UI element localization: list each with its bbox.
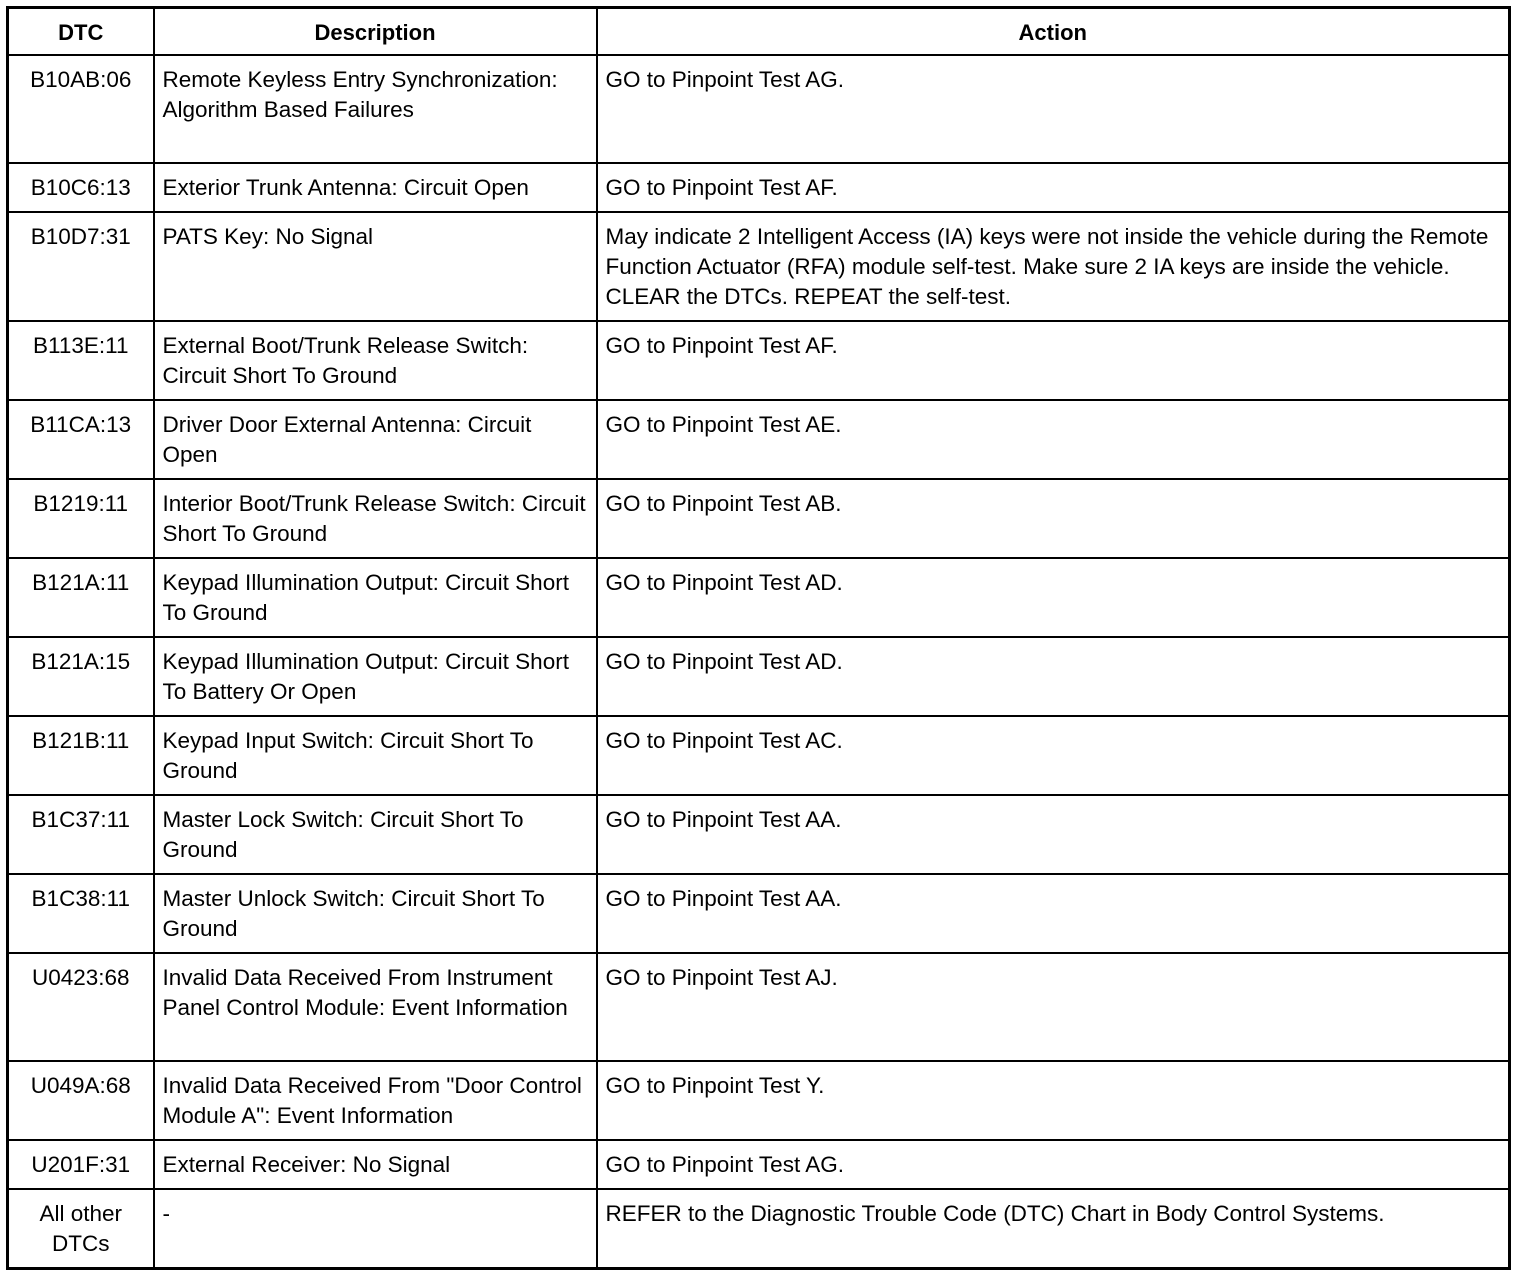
dtc-code: U0423:68 [8, 953, 154, 1061]
dtc-description: Keypad Illumination Output: Circuit Short To Ground [154, 558, 597, 637]
dtc-code: B121A:11 [8, 558, 154, 637]
dtc-action: GO to Pinpoint Test AF. [597, 321, 1510, 400]
table-header-row [8, 8, 1510, 56]
dtc-code: B1C38:11 [8, 874, 154, 953]
table-row [8, 637, 1510, 716]
table-row [8, 1061, 1510, 1140]
dtc-description: Remote Keyless Entry Synchronization: Algorithm Based Failures [154, 55, 597, 163]
dtc-action: GO to Pinpoint Test AB. [597, 479, 1510, 558]
dtc-description: - [154, 1189, 597, 1269]
dtc-code: B1219:11 [8, 479, 154, 558]
table-row [8, 716, 1510, 795]
dtc-code: U049A:68 [8, 1061, 154, 1140]
dtc-description: External Boot/Trunk Release Switch: Circuit Short To Ground [154, 321, 597, 400]
table-row [8, 212, 1510, 321]
dtc-action: GO to Pinpoint Test AD. [597, 637, 1510, 716]
table-row [8, 1189, 1510, 1269]
table-row [8, 479, 1510, 558]
dtc-code: B10C6:13 [8, 163, 154, 212]
dtc-action: May indicate 2 Intelligent Access (IA) keys were not inside the vehicle during the Remote Function Actuator (RFA) module self-test. Make sure 2 IA keys are inside the vehicle. CLEAR the DTCs. REPEAT the self-test. [597, 212, 1510, 321]
dtc-description: PATS Key: No Signal [154, 212, 597, 321]
dtc-action: GO to Pinpoint Test AA. [597, 874, 1510, 953]
dtc-table [6, 6, 1511, 1270]
dtc-description: Keypad Illumination Output: Circuit Short To Battery Or Open [154, 637, 597, 716]
header-description: Description [154, 8, 597, 56]
dtc-description: External Receiver: No Signal [154, 1140, 597, 1189]
dtc-code: B1C37:11 [8, 795, 154, 874]
dtc-code: B121B:11 [8, 716, 154, 795]
dtc-action: GO to Pinpoint Test AG. [597, 55, 1510, 163]
dtc-description: Keypad Input Switch: Circuit Short To Ground [154, 716, 597, 795]
dtc-description: Master Lock Switch: Circuit Short To Ground [154, 795, 597, 874]
dtc-description: Exterior Trunk Antenna: Circuit Open [154, 163, 597, 212]
table-row [8, 1140, 1510, 1189]
table-row [8, 321, 1510, 400]
dtc-action: GO to Pinpoint Test AD. [597, 558, 1510, 637]
table-row [8, 874, 1510, 953]
dtc-code: U201F:31 [8, 1140, 154, 1189]
dtc-code: All other DTCs [8, 1189, 154, 1269]
table-row [8, 953, 1510, 1061]
dtc-code: B10AB:06 [8, 55, 154, 163]
dtc-code: B11CA:13 [8, 400, 154, 479]
dtc-description: Driver Door External Antenna: Circuit Open [154, 400, 597, 479]
header-dtc: DTC [8, 8, 154, 56]
dtc-action: GO to Pinpoint Test AG. [597, 1140, 1510, 1189]
dtc-action: GO to Pinpoint Test AJ. [597, 953, 1510, 1061]
dtc-code: B113E:11 [8, 321, 154, 400]
table-row [8, 400, 1510, 479]
table-row [8, 55, 1510, 163]
dtc-description: Invalid Data Received From Instrument Panel Control Module: Event Information [154, 953, 597, 1061]
dtc-action: GO to Pinpoint Test AF. [597, 163, 1510, 212]
table-row [8, 163, 1510, 212]
dtc-action: GO to Pinpoint Test Y. [597, 1061, 1510, 1140]
dtc-code: B10D7:31 [8, 212, 154, 321]
dtc-action: REFER to the Diagnostic Trouble Code (DTC) Chart in Body Control Systems. [597, 1189, 1510, 1269]
dtc-action: GO to Pinpoint Test AE. [597, 400, 1510, 479]
dtc-description: Interior Boot/Trunk Release Switch: Circuit Short To Ground [154, 479, 597, 558]
dtc-action: GO to Pinpoint Test AA. [597, 795, 1510, 874]
table-row [8, 558, 1510, 637]
dtc-code: B121A:15 [8, 637, 154, 716]
header-action: Action [597, 8, 1510, 56]
dtc-description: Master Unlock Switch: Circuit Short To Ground [154, 874, 597, 953]
dtc-action: GO to Pinpoint Test AC. [597, 716, 1510, 795]
dtc-description: Invalid Data Received From "Door Control Module A": Event Information [154, 1061, 597, 1140]
table-row [8, 795, 1510, 874]
